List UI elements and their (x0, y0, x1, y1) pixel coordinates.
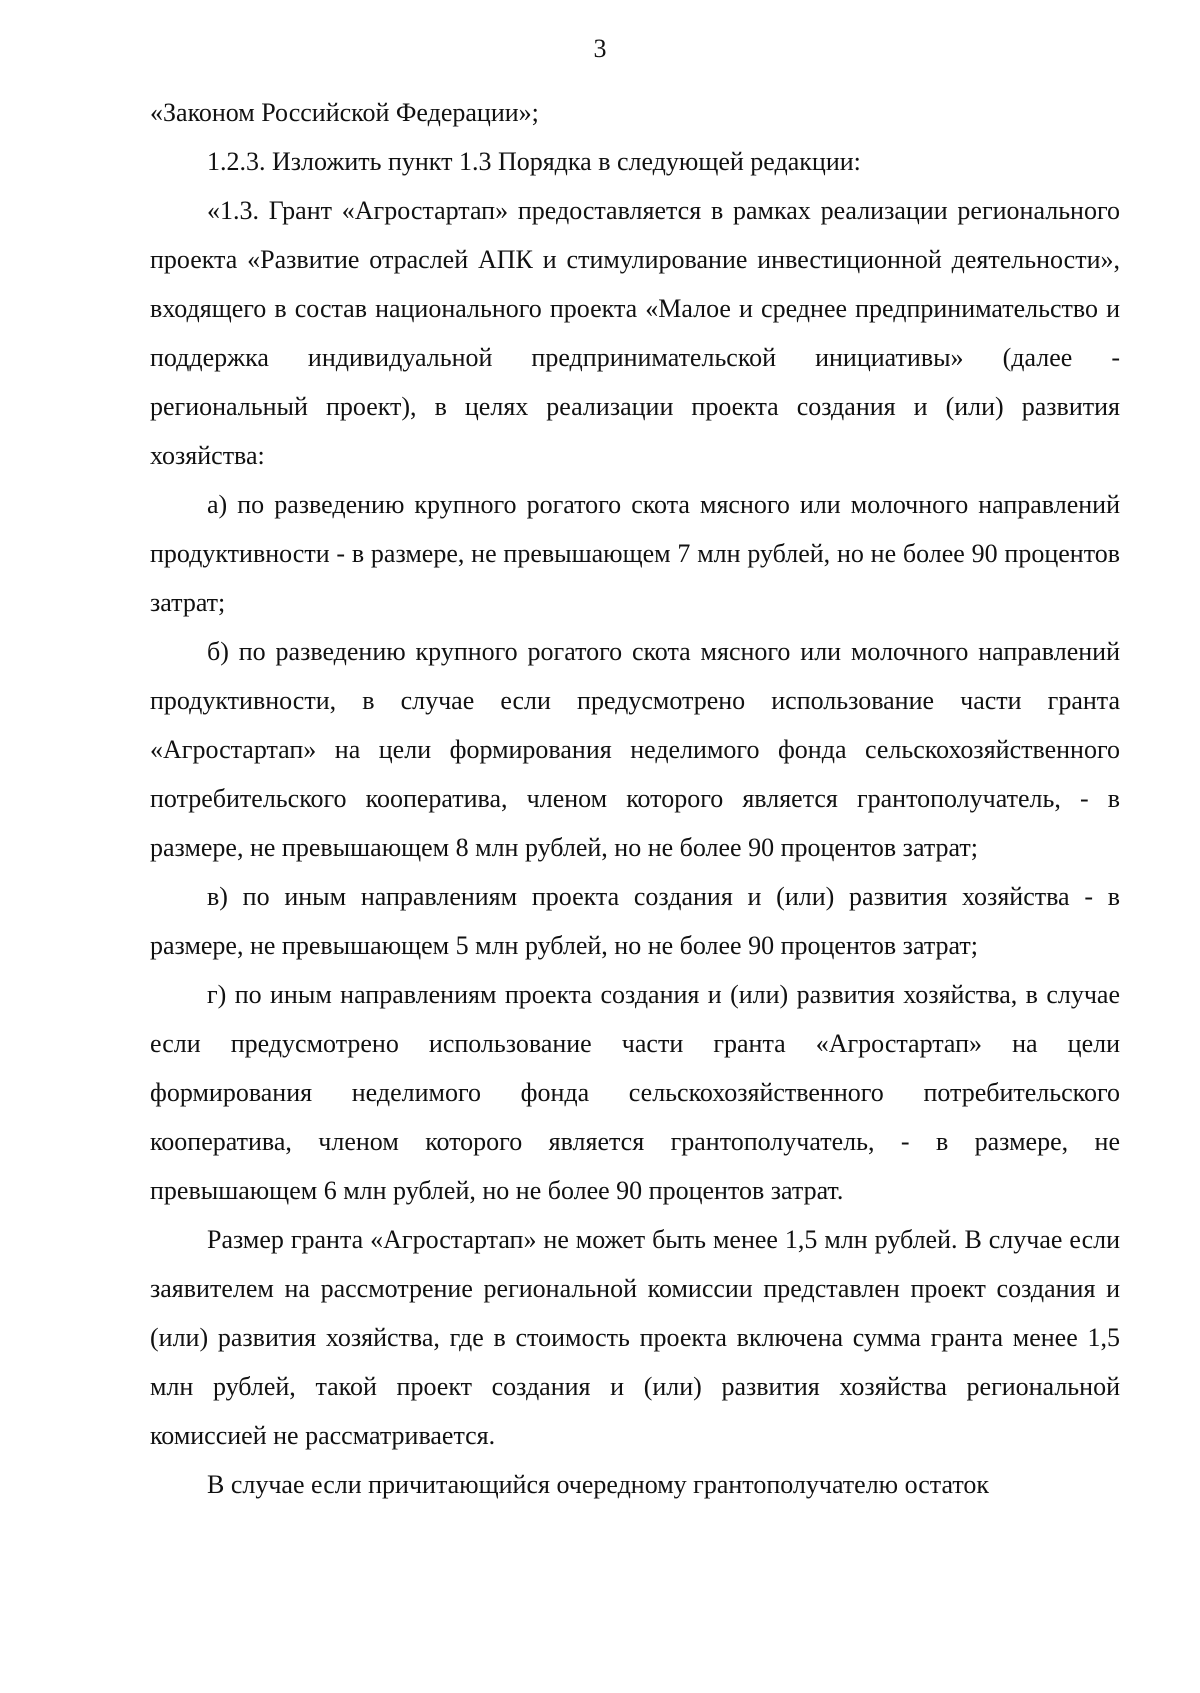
paragraph-item-v: в) по иным направлениям проекта создания и (или) развития хозяйства - в размере, не превышающем 5 млн рублей, но не более 90 процентов затрат; (150, 882, 1120, 960)
paragraph-grant-minimum: Размер гранта «Агростартап» не может быть менее 1,5 млн рублей. В случае если заявителем на рассмотрение региональной комиссии представлен проект создания и (или) развития хозяйства, где в стоимость проекта включена сумма гранта менее 1,5 млн рублей, такой проект создания и (или) развития хозяйства региональной комиссией не рассматривается. (150, 1225, 1120, 1450)
paragraph-item-a: а) по разведению крупного рогатого скота мясного или молочного направлений продуктивности - в размере, не превышающем 7 млн рублей, но не более 90 процентов затрат; (150, 490, 1120, 617)
paragraph-amendment-heading: 1.2.3. Изложить пункт 1.3 Порядка в следующей редакции: (207, 147, 861, 176)
paragraph-law-reference: «Законом Российской Федерации»; (150, 98, 539, 127)
paragraph-clause-1-3: «1.3. Грант «Агростартап» предоставляется в рамках реализации регионального проекта «Развитие отраслей АПК и стимулирование инвестиционной деятельности», входящего в состав национального проекта «Малое и среднее предпринимательство и поддержка индивидуальной предпринимательской инициативы» (далее - региональный проект), в целях реализации проекта создания и (или) развития хозяйства: (150, 196, 1120, 470)
paragraph-item-b: б) по разведению крупного рогатого скота мясного или молочного направлений продуктивности, в случае если предусмотрено использование части гранта «Агростартап» на цели формирования неделимого фонда сельскохозяйственного потребительского кооператива, членом которого является грантополучатель, - в размере, не превышающем 8 млн рублей, но не более 90 процентов затрат; (150, 637, 1120, 862)
document-body (150, 88, 1120, 1509)
paragraph-item-g: г) по иным направлениям проекта создания и (или) развития хозяйства, в случае если предусмотрено использование части гранта «Агростартап» на цели формирования неделимого фонда сельскохозяйственного потребительского кооператива, членом которого является грантополучатель, - в размере, не превышающем 6 млн рублей, но не более 90 процентов затрат. (150, 980, 1120, 1205)
paragraph-remainder-start: В случае если причитающийся очередному грантополучателю остаток (207, 1470, 989, 1499)
page-number: 3 (593, 34, 607, 63)
